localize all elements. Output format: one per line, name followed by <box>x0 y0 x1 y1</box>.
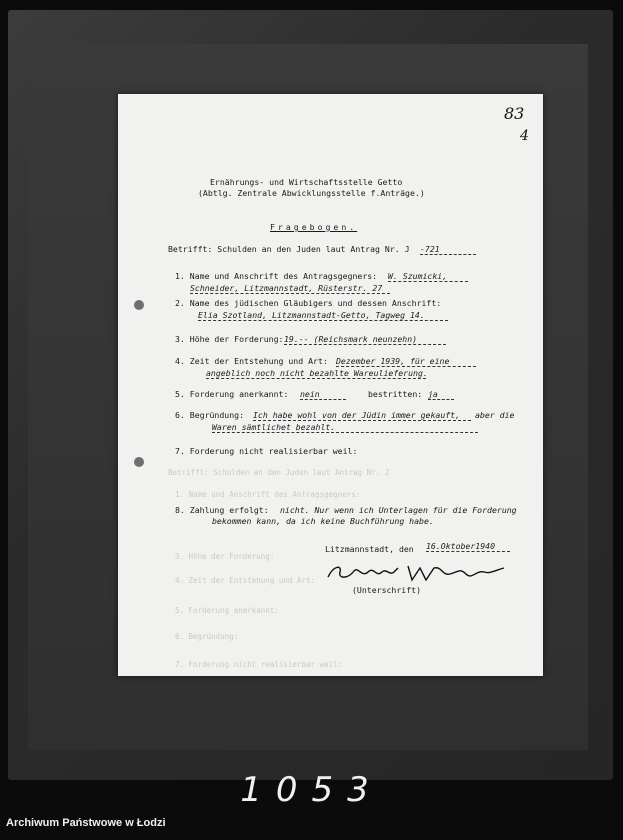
item-1-label: 1. Name und Anschrift des Antragsgegners: <box>175 271 378 281</box>
item-6-value: Ich habe wohl von der Jüdin immer gekauft, <box>253 410 471 421</box>
betrifft-value: -721 <box>420 244 476 255</box>
page-number-top: 83 <box>504 104 525 123</box>
item-5-value: nein <box>300 389 346 400</box>
frame-number: 1053 <box>240 770 383 810</box>
item-2-value: Elia Szotland, Litzmannstadt-Getto, Tagweg 14. <box>198 310 448 321</box>
item-5-label-b: bestritten: <box>368 389 423 399</box>
item-5-value-b: ja <box>428 389 454 400</box>
item-4-value-cont: angeblich noch nicht bezahlte Wareulieferung. <box>206 368 428 378</box>
item-6-label: 6. Begründung: <box>175 410 245 420</box>
item-2-label: 2. Name des jüdischen Gläubigers und dessen Anschrift: <box>175 298 442 308</box>
bleedthrough-text: 7. Forderung nicht realisierbar weil: <box>175 660 343 669</box>
item-5-label: 5. Forderung anerkannt: <box>175 389 289 399</box>
date-value: 16.Oktober1940 <box>426 541 510 552</box>
punch-hole <box>134 457 144 467</box>
signature-caption: (Unterschrift) <box>352 585 422 595</box>
bleedthrough-text: 4. Zeit der Entstehung und Art: <box>175 576 315 585</box>
bleedthrough-text: 5. Forderung anerkannt: <box>175 606 279 615</box>
item-3-label: 3. Höhe der Forderung: <box>175 334 284 344</box>
bleedthrough-text: 1. Name und Anschrift des Antragsgegners: <box>175 490 361 499</box>
item-1-value-cont: Schneider, Litzmannstadt, Rüsterstr. 27 <box>190 283 390 294</box>
punch-hole <box>134 300 144 310</box>
archive-name: Archiwum Państwowe w Łodzi <box>6 817 166 829</box>
item-3-value: 19.-- (Reichsmark neunzehn) <box>284 334 446 345</box>
document-page <box>118 94 543 676</box>
bleedthrough-text: 3. Höhe der Forderung: <box>175 552 275 561</box>
item-8-label: 8. Zahlung erfolgt: <box>175 505 269 515</box>
item-6-value-cont: Waren sämtlichet bezahlt. <box>212 422 478 433</box>
heading-line-1: Ernährungs- und Wirtschaftsstelle Getto <box>210 177 403 187</box>
item-4-label: 4. Zeit der Entstehung und Art: <box>175 356 328 366</box>
signature-scribble <box>324 562 510 584</box>
item-1-value: W. Szumicki, <box>388 271 468 282</box>
form-title: Fragebogen. <box>270 222 358 232</box>
item-7-label: 7. Forderung nicht realisierbar weil: <box>175 446 358 456</box>
item-4-value: Dezember 1939, für eine <box>336 356 476 367</box>
bleedthrough-text: 6. Begründung: <box>175 632 239 641</box>
item-6-value-tail: aber die <box>475 410 515 420</box>
heading-line-2: (Abtlg. Zentrale Abwicklungsstelle f.Anträge.) <box>198 188 425 198</box>
page-number-sub: 4 <box>520 128 529 144</box>
betrifft-label: Betrifft: Schulden an den Juden laut Antrag Nr. J <box>168 244 410 254</box>
place-date-label: Litzmannstadt, den <box>325 544 414 554</box>
item-8-value: nicht. Nur wenn ich Unterlagen für die Forderung <box>280 505 517 515</box>
item-8-value-cont: bekommen kann, da ich keine Buchführung habe. <box>212 516 434 526</box>
bleedthrough-text: Betrifft: Schulden an den Juden laut Antrag Nr. J <box>168 468 390 477</box>
